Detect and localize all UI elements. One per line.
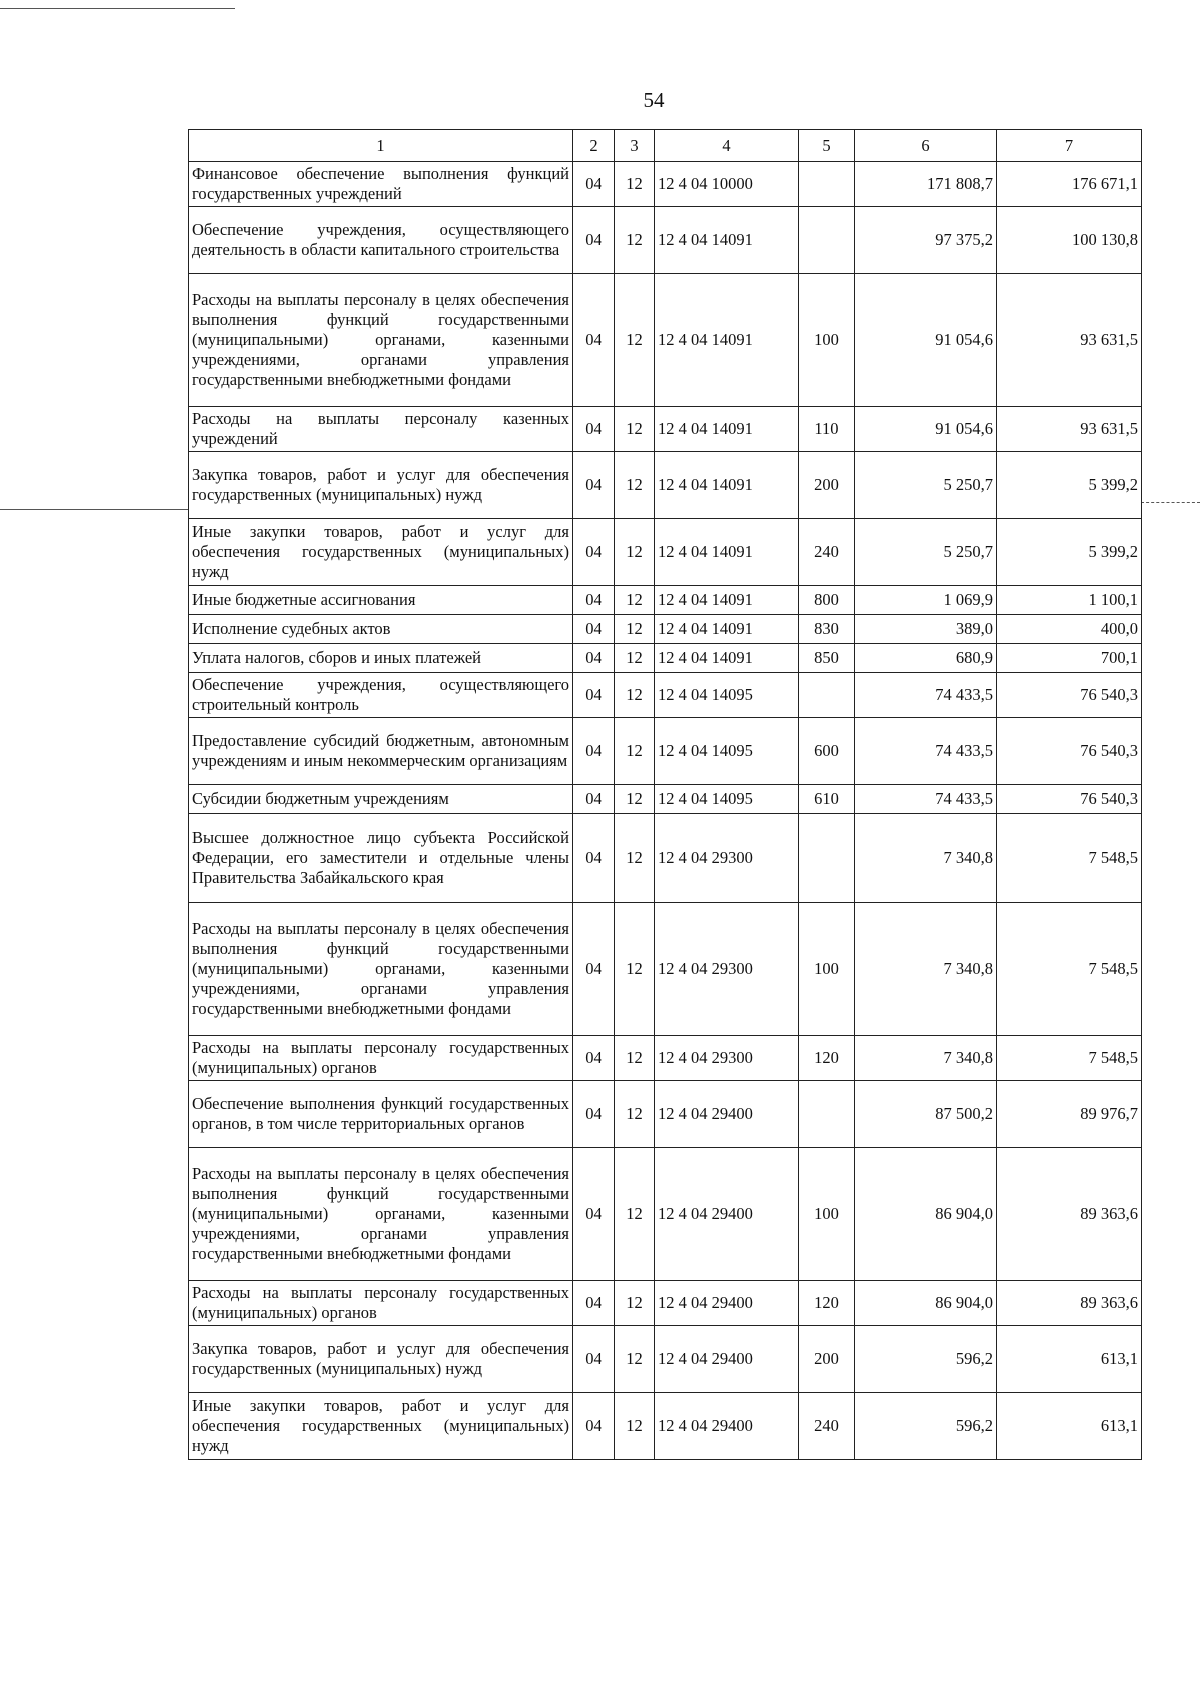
header-cell-5: 5: [799, 130, 855, 162]
cell-subsection: 12: [615, 519, 655, 586]
cell-amount-year2: 5 399,2: [997, 452, 1142, 519]
cell-target-article: 12 4 04 29400: [655, 1081, 799, 1148]
cell-amount-year1: 5 250,7: [855, 519, 997, 586]
cell-name: Уплата налогов, сборов и иных платежей: [189, 644, 573, 673]
cell-target-article: 12 4 04 29300: [655, 1036, 799, 1081]
cell-subsection: 12: [615, 452, 655, 519]
table-row: [189, 1393, 1142, 1460]
cell-target-article: 12 4 04 14091: [655, 615, 799, 644]
cell-amount-year2: 613,1: [997, 1326, 1142, 1393]
header-cell-4: 4: [655, 130, 799, 162]
cell-section: 04: [573, 615, 615, 644]
cell-amount-year2: 89 363,6: [997, 1148, 1142, 1281]
cell-subsection: 12: [615, 673, 655, 718]
cell-section: 04: [573, 586, 615, 615]
table-row: [189, 1081, 1142, 1148]
cell-target-article: 12 4 04 14091: [655, 274, 799, 407]
cell-subsection: 12: [615, 1393, 655, 1460]
cell-amount-year1: 86 904,0: [855, 1281, 997, 1326]
cell-expense-type: 100: [799, 274, 855, 407]
cell-target-article: 12 4 04 29400: [655, 1326, 799, 1393]
cell-expense-type: [799, 162, 855, 207]
cell-amount-year1: 91 054,6: [855, 274, 997, 407]
header-cell-1: 1: [189, 130, 573, 162]
cell-name: Иные закупки товаров, работ и услуг для обеспечения государственных (муниципальных) нужд: [189, 1393, 573, 1460]
cell-subsection: 12: [615, 207, 655, 274]
cell-subsection: 12: [615, 1148, 655, 1281]
cell-subsection: 12: [615, 1036, 655, 1081]
cell-amount-year2: 93 631,5: [997, 274, 1142, 407]
cell-expense-type: 800: [799, 586, 855, 615]
cell-target-article: 12 4 04 29400: [655, 1393, 799, 1460]
cell-expense-type: 100: [799, 1148, 855, 1281]
table-row: [189, 718, 1142, 785]
cell-name: Финансовое обеспечение выполнения функций государственных учреждений: [189, 162, 573, 207]
cell-expense-type: [799, 814, 855, 903]
cell-amount-year1: 97 375,2: [855, 207, 997, 274]
table-row: [189, 1326, 1142, 1393]
cell-amount-year1: 389,0: [855, 615, 997, 644]
table-row: [189, 274, 1142, 407]
cell-target-article: 12 4 04 10000: [655, 162, 799, 207]
cell-subsection: 12: [615, 903, 655, 1036]
cell-subsection: 12: [615, 162, 655, 207]
cell-expense-type: 100: [799, 903, 855, 1036]
cell-target-article: 12 4 04 14091: [655, 407, 799, 452]
cell-expense-type: 600: [799, 718, 855, 785]
cell-name: Обеспечение учреждения, осуществляющего деятельность в области капитального строительства: [189, 207, 573, 274]
cell-name: Высшее должностное лицо субъекта Российской Федерации, его заместители и отдельные члены Правительства Забайкальского края: [189, 814, 573, 903]
cell-expense-type: 120: [799, 1036, 855, 1081]
scan-artifact-strike-left: [0, 509, 188, 510]
cell-name: Исполнение судебных актов: [189, 615, 573, 644]
cell-amount-year1: 74 433,5: [855, 785, 997, 814]
cell-expense-type: 830: [799, 615, 855, 644]
cell-subsection: 12: [615, 274, 655, 407]
cell-amount-year2: 76 540,3: [997, 673, 1142, 718]
cell-name: Расходы на выплаты персоналу государственных (муниципальных) органов: [189, 1281, 573, 1326]
cell-amount-year2: 89 976,7: [997, 1081, 1142, 1148]
header-cell-2: 2: [573, 130, 615, 162]
cell-expense-type: 240: [799, 519, 855, 586]
cell-name: Закупка товаров, работ и услуг для обеспечения государственных (муниципальных) нужд: [189, 452, 573, 519]
cell-name: Иные закупки товаров, работ и услуг для обеспечения государственных (муниципальных) нужд: [189, 519, 573, 586]
table-row: [189, 162, 1142, 207]
table-row: [189, 814, 1142, 903]
cell-subsection: 12: [615, 718, 655, 785]
header-cell-6: 6: [855, 130, 997, 162]
cell-subsection: 12: [615, 1081, 655, 1148]
cell-section: 04: [573, 519, 615, 586]
table-row: [189, 673, 1142, 718]
cell-expense-type: 120: [799, 1281, 855, 1326]
cell-amount-year1: 5 250,7: [855, 452, 997, 519]
cell-target-article: 12 4 04 14091: [655, 207, 799, 274]
table-row: [189, 1281, 1142, 1326]
table-row: [189, 207, 1142, 274]
table-row: [189, 615, 1142, 644]
cell-section: 04: [573, 452, 615, 519]
cell-subsection: 12: [615, 586, 655, 615]
budget-table: [188, 129, 1142, 1460]
scan-artifact-top: [0, 8, 235, 9]
cell-subsection: 12: [615, 644, 655, 673]
cell-amount-year1: 91 054,6: [855, 407, 997, 452]
cell-amount-year1: 7 340,8: [855, 814, 997, 903]
cell-target-article: 12 4 04 14091: [655, 586, 799, 615]
cell-section: 04: [573, 407, 615, 452]
cell-subsection: 12: [615, 407, 655, 452]
cell-amount-year2: 613,1: [997, 1393, 1142, 1460]
cell-amount-year1: 86 904,0: [855, 1148, 997, 1281]
cell-name: Обеспечение выполнения функций государственных органов, в том числе территориальных органов: [189, 1081, 573, 1148]
cell-amount-year2: 700,1: [997, 644, 1142, 673]
cell-section: 04: [573, 207, 615, 274]
cell-section: 04: [573, 274, 615, 407]
cell-subsection: 12: [615, 814, 655, 903]
cell-amount-year2: 5 399,2: [997, 519, 1142, 586]
cell-expense-type: 240: [799, 1393, 855, 1460]
page-number: 54: [643, 88, 665, 112]
cell-expense-type: [799, 673, 855, 718]
header-cell-7: 7: [997, 130, 1142, 162]
cell-name: Закупка товаров, работ и услуг для обеспечения государственных (муниципальных) нужд: [189, 1326, 573, 1393]
cell-target-article: 12 4 04 14091: [655, 644, 799, 673]
cell-expense-type: 200: [799, 1326, 855, 1393]
cell-amount-year2: 7 548,5: [997, 903, 1142, 1036]
cell-section: 04: [573, 1393, 615, 1460]
cell-target-article: 12 4 04 14091: [655, 452, 799, 519]
cell-name: Расходы на выплаты персоналу в целях обеспечения выполнения функций государственными (муниципальными) органами, казенными учреждениями, органами управления государственными внебюджетными фондами: [189, 1148, 573, 1281]
cell-amount-year1: 87 500,2: [855, 1081, 997, 1148]
cell-expense-type: [799, 207, 855, 274]
cell-expense-type: 110: [799, 407, 855, 452]
cell-name: Субсидии бюджетным учреждениям: [189, 785, 573, 814]
cell-amount-year2: 7 548,5: [997, 1036, 1142, 1081]
cell-name: Предоставление субсидий бюджетным, автономным учреждениям и иным некоммерческим организациям: [189, 718, 573, 785]
cell-expense-type: [799, 1081, 855, 1148]
cell-target-article: 12 4 04 14095: [655, 673, 799, 718]
table-row: [189, 785, 1142, 814]
cell-amount-year1: 596,2: [855, 1326, 997, 1393]
cell-amount-year1: 171 808,7: [855, 162, 997, 207]
table-row: [189, 452, 1142, 519]
cell-expense-type: 200: [799, 452, 855, 519]
cell-name: Расходы на выплаты персоналу в целях обеспечения выполнения функций государственными (муниципальными) органами, казенными учреждениями, органами управления государственными внебюджетными фондами: [189, 274, 573, 407]
table-row: [189, 903, 1142, 1036]
cell-name: Расходы на выплаты персоналу государственных (муниципальных) органов: [189, 1036, 573, 1081]
cell-target-article: 12 4 04 14095: [655, 718, 799, 785]
cell-amount-year2: 7 548,5: [997, 814, 1142, 903]
cell-section: 04: [573, 1326, 615, 1393]
cell-amount-year1: 7 340,8: [855, 1036, 997, 1081]
table-row: [189, 1036, 1142, 1081]
table-row: [189, 1148, 1142, 1281]
cell-target-article: 12 4 04 29300: [655, 903, 799, 1036]
cell-amount-year2: 93 631,5: [997, 407, 1142, 452]
table-body: [189, 162, 1142, 1460]
cell-name: Расходы на выплаты персоналу в целях обеспечения выполнения функций государственными (муниципальными) органами, казенными учреждениями, органами управления государственными внебюджетными фондами: [189, 903, 573, 1036]
cell-section: 04: [573, 162, 615, 207]
cell-section: 04: [573, 814, 615, 903]
cell-target-article: 12 4 04 29400: [655, 1148, 799, 1281]
cell-amount-year1: 596,2: [855, 1393, 997, 1460]
cell-section: 04: [573, 1281, 615, 1326]
cell-amount-year1: 1 069,9: [855, 586, 997, 615]
cell-name: Расходы на выплаты персоналу казенных учреждений: [189, 407, 573, 452]
cell-section: 04: [573, 1036, 615, 1081]
cell-amount-year1: 74 433,5: [855, 718, 997, 785]
table-row: [189, 644, 1142, 673]
table-header-row: [189, 130, 1142, 162]
cell-subsection: 12: [615, 615, 655, 644]
cell-section: 04: [573, 1081, 615, 1148]
cell-section: 04: [573, 785, 615, 814]
cell-expense-type: 610: [799, 785, 855, 814]
cell-section: 04: [573, 903, 615, 1036]
cell-section: 04: [573, 1148, 615, 1281]
cell-target-article: 12 4 04 29400: [655, 1281, 799, 1326]
cell-section: 04: [573, 644, 615, 673]
cell-name: Обеспечение учреждения, осуществляющего строительный контроль: [189, 673, 573, 718]
cell-amount-year1: 74 433,5: [855, 673, 997, 718]
table-row: [189, 519, 1142, 586]
cell-subsection: 12: [615, 785, 655, 814]
cell-target-article: 12 4 04 14091: [655, 519, 799, 586]
header-cell-3: 3: [615, 130, 655, 162]
cell-amount-year2: 1 100,1: [997, 586, 1142, 615]
cell-name: Иные бюджетные ассигнования: [189, 586, 573, 615]
cell-subsection: 12: [615, 1326, 655, 1393]
cell-amount-year1: 680,9: [855, 644, 997, 673]
cell-section: 04: [573, 718, 615, 785]
table-row: [189, 586, 1142, 615]
cell-amount-year1: 7 340,8: [855, 903, 997, 1036]
cell-amount-year2: 400,0: [997, 615, 1142, 644]
scan-artifact-strike-right: [1141, 502, 1200, 504]
cell-amount-year2: 76 540,3: [997, 718, 1142, 785]
cell-amount-year2: 100 130,8: [997, 207, 1142, 274]
cell-expense-type: 850: [799, 644, 855, 673]
table-row: [189, 407, 1142, 452]
cell-amount-year2: 89 363,6: [997, 1281, 1142, 1326]
cell-target-article: 12 4 04 29300: [655, 814, 799, 903]
cell-amount-year2: 76 540,3: [997, 785, 1142, 814]
cell-section: 04: [573, 673, 615, 718]
cell-amount-year2: 176 671,1: [997, 162, 1142, 207]
cell-subsection: 12: [615, 1281, 655, 1326]
cell-target-article: 12 4 04 14095: [655, 785, 799, 814]
